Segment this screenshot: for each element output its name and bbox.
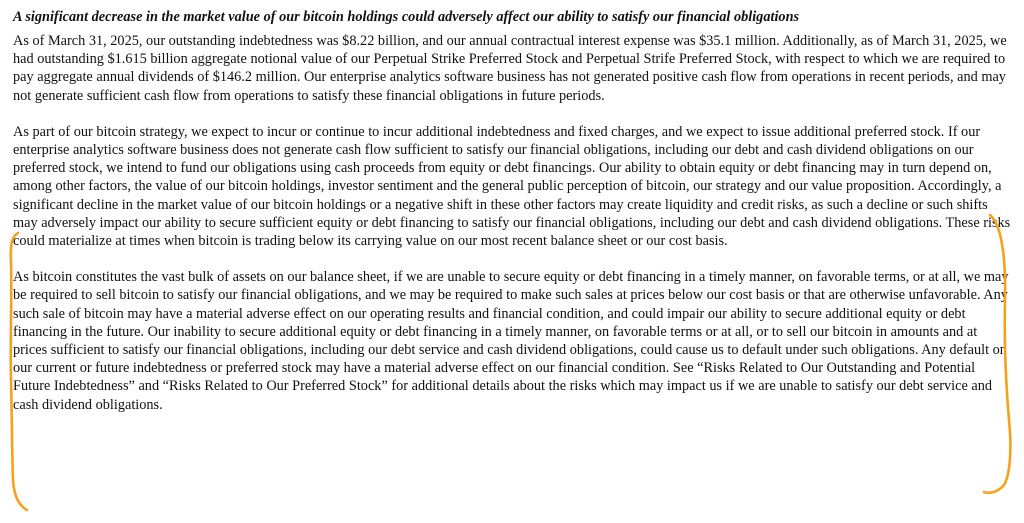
paragraph-bitcoin-strategy: As part of our bitcoin strategy, we expect to incur or continue to incur additional indebtedness and fixed charges, and we expect to issue additional preferred stock. If our enterprise analytics software business does not generate cash flow sufficient to satisfy our financial obligations, including our debt and cash dividend obligations on our preferred stock, we intend to fund our obligations using cash proceeds from equity or debt financings. Our ability to obtain equity or debt financing may in turn depend on, among other factors, the value of our bitcoin holdings, investor sentiment and the general public perception of bitcoin, our strategy and our value proposition. Accordingly, a significant decline in the market value of our bitcoin holdings or a negative shift in these other factors may create liquidity and credit risks, as such a decline or such shifts may adversely impact our ability to secure sufficient equity or debt financing to satisfy our financial obligations, including our debt and cash dividend obligations. These risks could materialize at times when bitcoin is trading below its carrying value on our most recent balance sheet or our cost basis. (13, 123, 1011, 250)
paragraph-bitcoin-sale-risk: As bitcoin constitutes the vast bulk of assets on our balance sheet, if we are unable to secure equity or debt financing in a timely manner, on favorable terms, or at all, we may be required to sell bitcoin to satisfy our financial obligations, and we may be required to make such sales at prices below our cost basis or that are otherwise unfavorable. Any such sale of bitcoin may have a material adverse effect on our operating results and financial condition, and could impair our ability to secure additional equity or debt financing in the future. Our inability to secure additional equity or debt financing in a timely manner, on favorable terms or at all, or to sell our bitcoin in amounts and at prices sufficient to satisfy our financial obligations, including our debt service and cash dividend obligations, could cause us to default under such obligations. Any default on our current or future indebtedness or preferred stock may have a material adverse effect on our financial condition. See “Risks Related to Our Outstanding and Potential Future Indebtedness” and “Risks Related to Our Preferred Stock” for additional details about the risks which may impact us if we are unable to satisfy our debt service and cash dividend obligations. (13, 269, 1009, 413)
risk-factor-heading: A significant decrease in the market value of our bitcoin holdings could adversely affect our ability to satisfy our financial obligations (13, 9, 800, 25)
document-body (13, 8, 1013, 432)
paragraph-indebtedness: As of March 31, 2025, our outstanding indebtedness was $8.22 billion, and our annual contractual interest expense was $35.1 million. Additionally, as of March 31, 2025, we had outstanding $1.615 billion aggregate notional value of our Perpetual Strike Preferred Stock and Perpetual Strife Preferred Stock, with respect to which we are required to pay aggregate annual dividends of $146.2 million. Our enterprise analytics software business has not generated positive cash flow from operations in recent periods, and may not generate sufficient cash flow from operations to satisfy these financial obligations in future periods. (13, 33, 1007, 104)
